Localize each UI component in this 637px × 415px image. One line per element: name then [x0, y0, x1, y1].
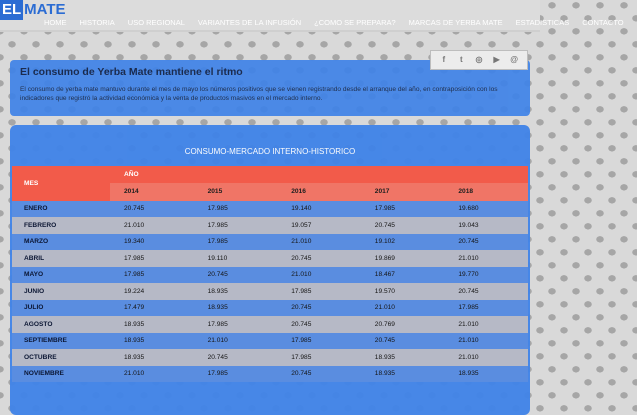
value-cell: 20.745	[444, 234, 528, 251]
value-cell: 17.985	[361, 201, 445, 218]
site-logo[interactable]	[0, 0, 66, 20]
year-header: 2018	[444, 183, 528, 201]
value-cell: 19.043	[444, 217, 528, 234]
table-row	[12, 300, 528, 317]
value-cell: 21.010	[194, 333, 278, 350]
value-cell: 19.680	[444, 201, 528, 218]
year-header: 2014	[110, 183, 194, 201]
value-cell: 20.745	[194, 267, 278, 284]
month-cell: SEPTIEMBRE	[12, 333, 110, 350]
nav-link-0[interactable]: HOME	[44, 18, 67, 27]
intro-text: El consumo de yerba mate mantuvo durante el mes de mayo los números positivos que se vienen registrando desde el arranque del año, en contraposición con los indicadores que registró la actividad económica y la venta de productos masivos en el mercado interno.	[20, 86, 498, 102]
value-cell: 20.745	[361, 217, 445, 234]
value-cell: 17.985	[194, 201, 278, 218]
month-cell: ABRIL	[12, 250, 110, 267]
value-cell: 17.985	[194, 316, 278, 333]
value-cell: 18.935	[110, 333, 194, 350]
value-cell: 18.935	[110, 349, 194, 366]
value-cell: 18.935	[194, 283, 278, 300]
value-cell: 17.985	[110, 267, 194, 284]
table-row	[12, 316, 528, 333]
value-cell: 20.745	[361, 333, 445, 350]
value-cell: 19.869	[361, 250, 445, 267]
value-cell: 19.102	[361, 234, 445, 251]
table-row	[12, 234, 528, 251]
value-cell: 21.010	[277, 234, 361, 251]
value-cell: 17.985	[194, 234, 278, 251]
nav-link-5[interactable]: MARCAS DE YERBA MATE	[408, 18, 503, 27]
col-header-anio: AÑO	[110, 166, 528, 183]
top-bar	[0, 0, 624, 32]
month-cell: FEBRERO	[12, 217, 110, 234]
col-header-mes: MES	[12, 166, 110, 201]
nav-link-7[interactable]: CONTACTO	[582, 18, 624, 27]
logo-mate: MATE	[24, 1, 66, 18]
month-cell: JUNIO	[12, 283, 110, 300]
table-row	[12, 201, 528, 218]
logo-el: EL	[2, 1, 22, 18]
value-cell: 18.935	[110, 316, 194, 333]
year-header: 2017	[361, 183, 445, 201]
value-cell: 21.010	[444, 349, 528, 366]
main-nav	[44, 18, 637, 27]
value-cell: 18.935	[194, 300, 278, 317]
email-icon[interactable]: @	[510, 55, 519, 64]
value-cell: 19.057	[277, 217, 361, 234]
twitter-icon[interactable]: t	[460, 55, 463, 64]
value-cell: 17.985	[277, 333, 361, 350]
year-header: 2016	[277, 183, 361, 201]
nav-link-3[interactable]: VARIANTES DE LA INFUSIÓN	[197, 18, 302, 27]
instagram-icon[interactable]: ◎	[475, 55, 483, 64]
nav-link-6[interactable]: ESTADISTICAS	[515, 18, 570, 27]
value-cell: 20.745	[277, 366, 361, 383]
value-cell: 17.985	[110, 250, 194, 267]
table-body	[12, 201, 528, 383]
value-cell: 19.140	[277, 201, 361, 218]
month-cell: NOVIEMBRE	[12, 366, 110, 383]
value-cell: 20.745	[277, 250, 361, 267]
value-cell: 19.340	[110, 234, 194, 251]
value-cell: 21.010	[444, 316, 528, 333]
value-cell: 21.010	[361, 300, 445, 317]
nav-link-1[interactable]: HISTORIA	[79, 18, 115, 27]
value-cell: 20.745	[110, 201, 194, 218]
value-cell: 21.010	[277, 267, 361, 284]
value-cell: 21.010	[444, 250, 528, 267]
intro-title: El consumo de Yerba Mate mantiene el ritmo	[20, 66, 243, 78]
value-cell: 19.224	[110, 283, 194, 300]
social-bar	[430, 50, 528, 70]
youtube-icon[interactable]: ▶	[493, 55, 500, 64]
nav-link-4[interactable]: ¿COMO SE PREPARA?	[314, 18, 396, 27]
table-row	[12, 333, 528, 350]
table-row	[12, 250, 528, 267]
facebook-icon[interactable]: f	[442, 55, 446, 64]
year-header: 2015	[194, 183, 278, 201]
value-cell: 19.110	[194, 250, 278, 267]
value-cell: 20.745	[277, 300, 361, 317]
nav-link-2[interactable]: USO REGIONAL	[127, 18, 185, 27]
nav-divider	[0, 30, 540, 32]
table-row	[12, 349, 528, 366]
value-cell: 21.010	[110, 217, 194, 234]
month-cell: MARZO	[12, 234, 110, 251]
month-cell: OCTUBRE	[12, 349, 110, 366]
consumo-table	[12, 166, 528, 382]
month-cell: AGOSTO	[12, 316, 110, 333]
value-cell: 17.985	[277, 283, 361, 300]
value-cell: 17.479	[110, 300, 194, 317]
value-cell: 19.770	[444, 267, 528, 284]
table-row	[12, 283, 528, 300]
value-cell: 18.935	[361, 366, 445, 383]
table-title: CONSUMO-MERCADO INTERNO-HISTORICO	[184, 147, 356, 156]
value-cell: 20.769	[361, 316, 445, 333]
month-cell: JULIO	[12, 300, 110, 317]
value-cell: 17.985	[444, 300, 528, 317]
value-cell: 18.935	[361, 349, 445, 366]
value-cell: 17.985	[194, 217, 278, 234]
table-row	[12, 217, 528, 234]
value-cell: 17.985	[277, 349, 361, 366]
value-cell: 20.745	[194, 349, 278, 366]
value-cell: 18.935	[444, 366, 528, 383]
value-cell: 19.570	[361, 283, 445, 300]
value-cell: 21.010	[444, 333, 528, 350]
value-cell: 20.745	[277, 316, 361, 333]
value-cell: 21.010	[110, 366, 194, 383]
table-row	[12, 267, 528, 284]
table-row	[12, 366, 528, 383]
month-cell: MAYO	[12, 267, 110, 284]
value-cell: 18.467	[361, 267, 445, 284]
value-cell: 20.745	[444, 283, 528, 300]
value-cell: 17.985	[194, 366, 278, 383]
month-cell: ENERO	[12, 201, 110, 218]
